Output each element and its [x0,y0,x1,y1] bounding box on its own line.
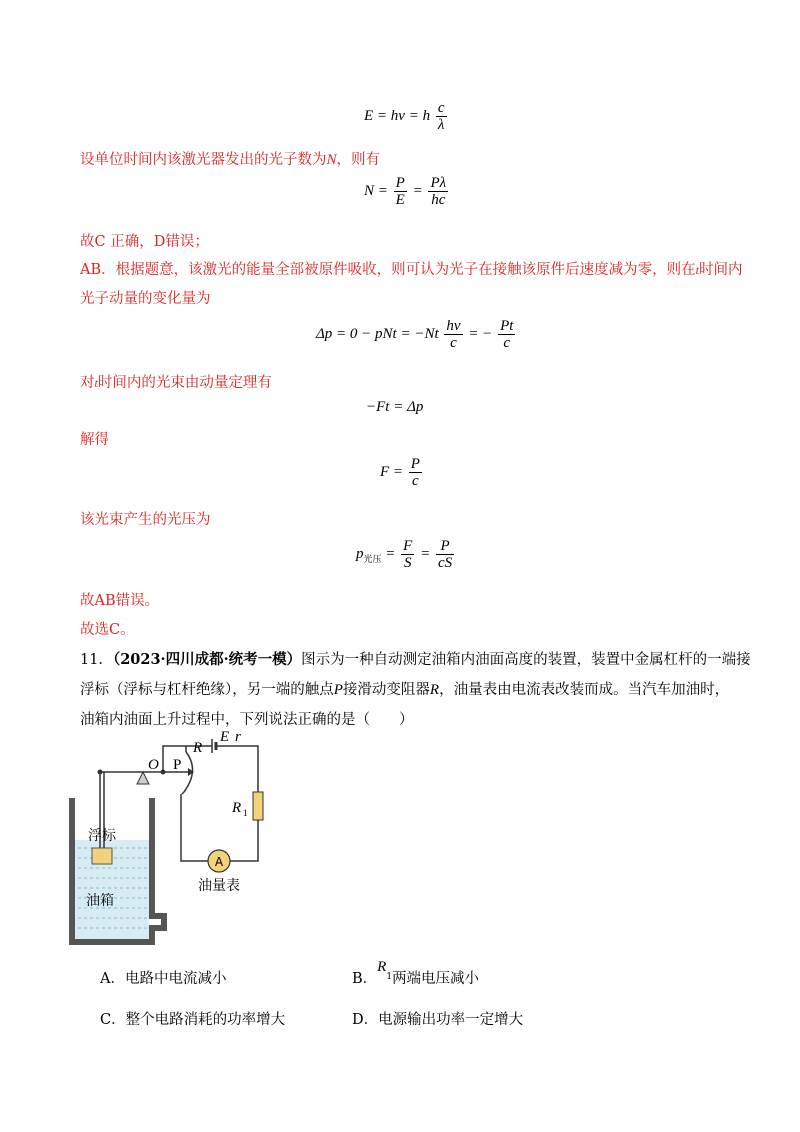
denominator: c [503,335,511,351]
question-number: 11． [80,652,113,668]
fraction [401,538,414,571]
formula-text: = − [468,325,493,342]
option-d[interactable]: D．电源输出功率一定增大 [352,1012,524,1028]
text-segment: ，油量表由电流表改装而成。当汽车加油时， [439,682,730,698]
label-tank: 油箱 [86,893,114,909]
text-segment: AB．根据题意，该激光的能量全部被原件吸收，则可认为光子在接触该原件后速度减为零，则在 [80,262,696,278]
text-line-photon-count [80,150,380,170]
question-stem-line3: 油箱内油面上升过程中，下列说法正确的是（ ） [80,712,414,728]
label-gauge: 油量表 [198,878,240,894]
numerator: Pλ [430,175,447,191]
text-line-momentum-theorem [80,373,272,393]
text-segment: ，则有 [336,152,381,168]
pivot-dot [98,770,103,775]
wire [163,746,212,772]
oil-gauge-circuit-diagram [60,730,280,950]
wire [216,746,258,792]
formula-force [380,456,424,489]
denominator: λ [437,117,445,133]
label-E: E [220,730,230,745]
text-line-pressure: 该光束产生的光压为 [80,512,211,528]
text-segment: 时间内的光束由动量定理有 [97,375,272,391]
numerator: hν [446,318,461,334]
formula-impulse: −Ft = Δp [366,399,424,415]
denominator: c [450,335,457,351]
text-segment: 接滑动变阻器 [342,682,430,698]
text-segment: 时间内 [698,262,743,278]
text-line-answer: 故选C。 [80,622,135,638]
wire [230,820,258,861]
label-R: R [193,740,203,756]
denominator: S [403,555,412,571]
variable: P [333,682,343,698]
formula-photon-energy [364,100,449,133]
text-segment: 浮标（浮标与杠杆绝缘），另一端的触点 [80,682,334,698]
pivot-triangle [137,772,149,784]
label-float: 浮标 [88,828,116,844]
option-b[interactable] [352,959,480,995]
variable: R [377,959,387,975]
label-R1: R [232,800,242,816]
numerator: P [436,538,454,555]
label-P: P [173,757,182,773]
formula-text: p [356,545,364,562]
formula-photon-number [364,175,450,208]
text-segment: 设单位时间内该激光器发出的光子数为 [80,152,327,168]
option-prefix: B． [352,971,378,987]
text-line-momentum-change: 光子动量的变化量为 [80,291,211,307]
fraction [498,318,515,351]
formula-momentum [316,318,517,351]
formula-text: = [385,545,396,562]
formula-light-pressure [356,538,456,571]
numerator: Pt [500,318,514,334]
text-segment: 两端电压减小 [392,971,480,987]
question-stem-line2 [80,680,729,700]
fraction [409,456,422,489]
resistor-r1 [253,792,263,820]
denominator: c [412,473,419,489]
text-line-c-correct: 故C 正确，D错误； [80,234,209,250]
formula-text: = [420,545,431,562]
numerator: P [410,456,420,472]
label-O: O [148,757,159,773]
formula-text: E = hν = h [364,107,431,124]
float [92,848,112,864]
numerator: F [403,538,413,554]
formula-text: N = [364,182,388,199]
variable: t [94,376,98,390]
text-line-ab-analysis [80,260,742,280]
variable: t [695,263,699,277]
subscript: 光压 [363,553,382,564]
option-c[interactable]: C．整个电路消耗的功率增大 [100,1012,286,1028]
label-r: r [235,730,241,745]
wire [181,794,208,861]
formula-text: = [412,182,423,199]
text-segment: 对 [80,375,95,391]
formula-text: Δp = 0 − pNt = −Nt [316,325,439,342]
question-source: （2023·四川成都·统考一模） [112,651,302,668]
label-R1-sub: 1 [243,808,248,818]
fraction [444,318,462,351]
text-line-ab-wrong: 故AB错误。 [80,593,160,609]
denominator: cS [437,555,453,571]
numerator: P [395,175,405,191]
option-a[interactable]: A．电路中电流减小 [100,971,227,987]
text-line-solve: 解得 [80,432,109,448]
formula-text: F = [380,463,404,480]
text-segment: 图示为一种自动测定油箱内油面高度的装置，装置中金属杠杆的一端接 [301,652,751,668]
subscript: 1 [386,972,393,982]
ammeter-label: A [214,855,224,869]
variable: N [326,152,337,168]
question-stem-line1 [80,650,751,670]
denominator: E [395,192,405,208]
wire [182,792,184,794]
denominator: hc [431,192,446,208]
fraction [394,175,407,208]
variable: R [429,682,440,698]
fraction [436,100,447,133]
numerator: c [437,100,445,116]
fraction [436,538,454,571]
fraction [428,175,448,208]
